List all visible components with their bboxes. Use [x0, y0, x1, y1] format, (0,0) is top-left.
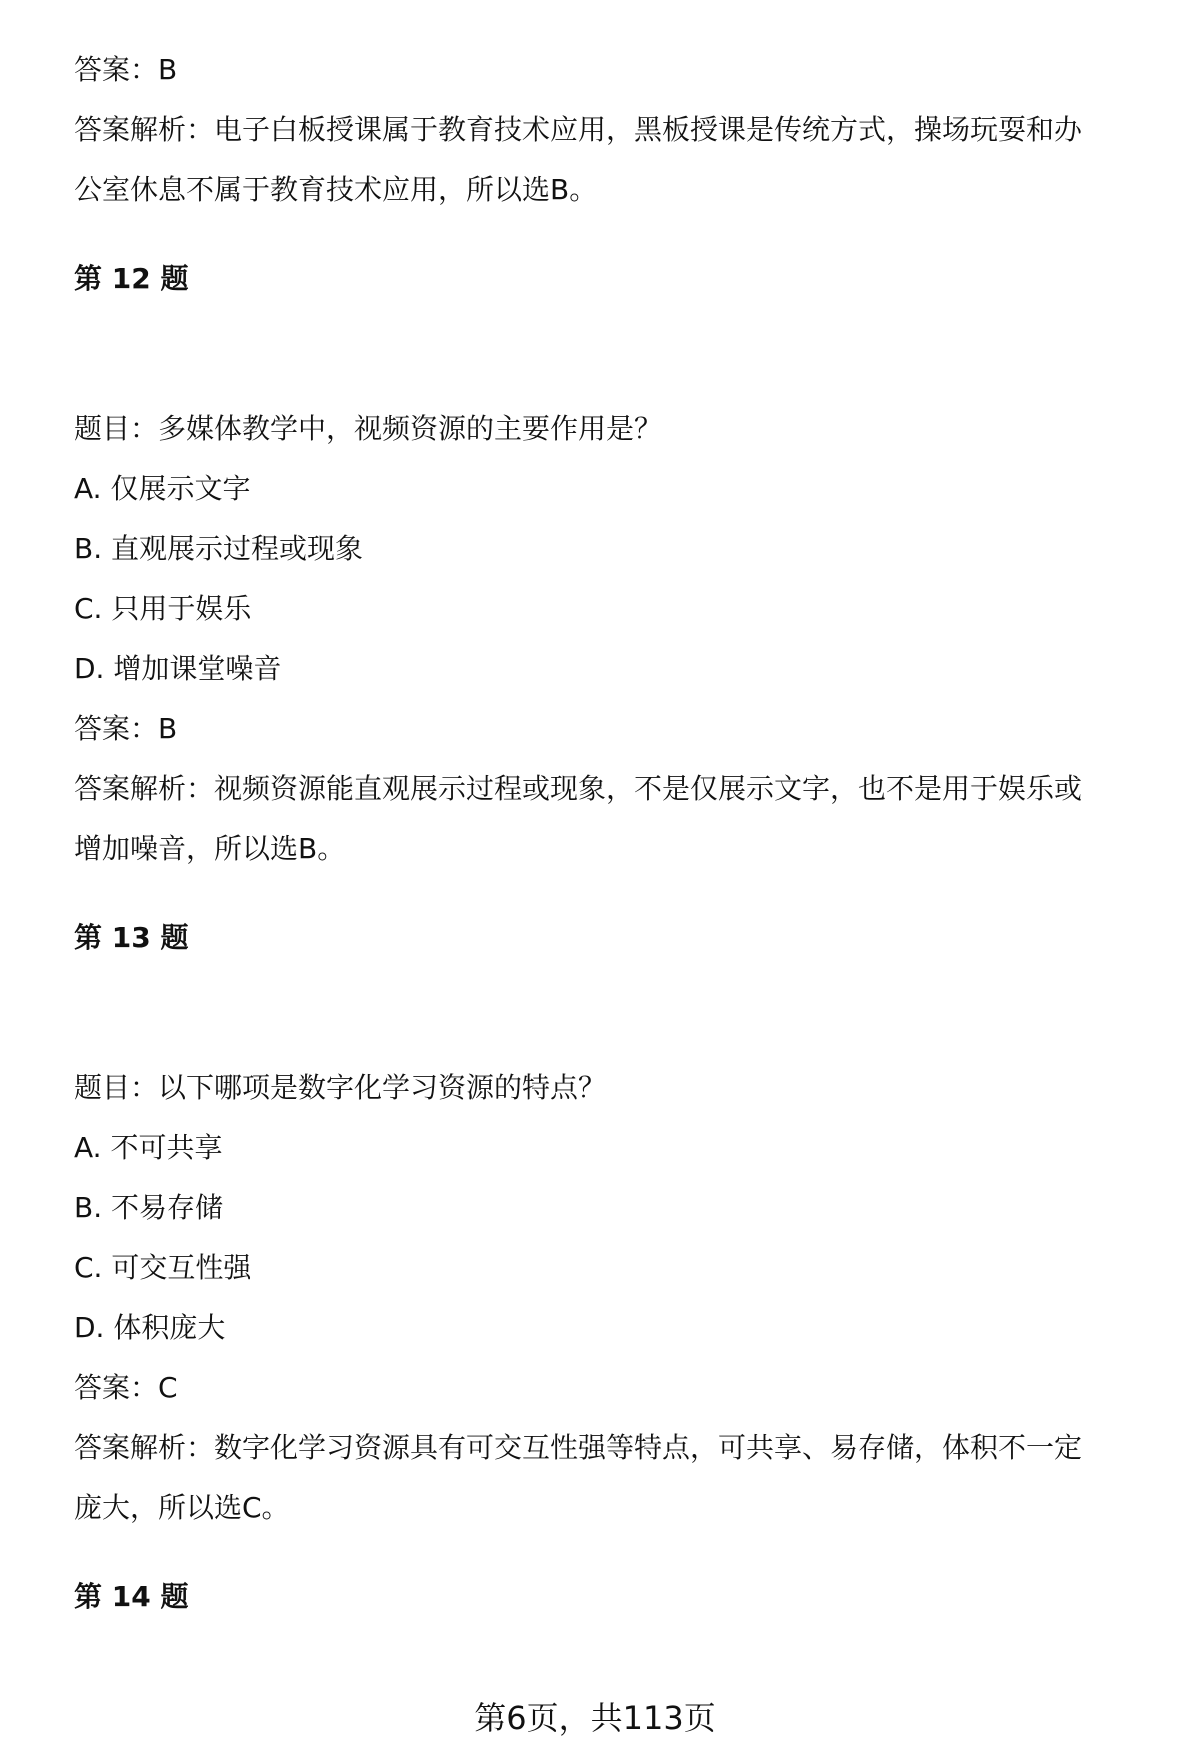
q13-option-b: B. 不易存储: [74, 1191, 224, 1224]
q13-option-a: A. 不可共享: [74, 1131, 223, 1164]
q11-explanation-line2: 公室休息不属于教育技术应用，所以选B。: [74, 173, 598, 206]
q12-question: 题目：多媒体教学中，视频资源的主要作用是？: [74, 412, 663, 445]
page-number: 第6页，共113页: [474, 1699, 716, 1737]
q12-explanation-line2: 增加噪音，所以选B。: [74, 832, 346, 865]
q12-option-d: D. 增加课堂噪音: [74, 652, 282, 685]
q12-explanation-line1: 答案解析：视频资源能直观展示过程或现象，不是仅展示文字，也不是用于娱乐或: [74, 772, 1083, 805]
q13-heading: 第 13 题: [74, 921, 189, 954]
q12-heading: 第 12 题: [74, 262, 189, 295]
q12-answer: 答案：B: [74, 712, 178, 745]
q13-option-d: D. 体积庞大: [74, 1311, 226, 1344]
q13-answer: 答案：C: [74, 1371, 178, 1404]
q13-question: 题目：以下哪项是数字化学习资源的特点？: [74, 1071, 607, 1104]
q11-explanation-line1: 答案解析：电子白板授课属于教育技术应用，黑板授课是传统方式，操场玩耍和办: [74, 113, 1083, 146]
q12-option-a: A. 仅展示文字: [74, 472, 251, 505]
q13-option-c: C. 可交互性强: [74, 1251, 252, 1284]
q11-answer: 答案：B: [74, 53, 178, 86]
q12-option-b: B. 直观展示过程或现象: [74, 532, 364, 565]
q13-explanation-line1: 答案解析：数字化学习资源具有可交互性强等特点，可共享、易存储，体积不一定: [74, 1431, 1083, 1464]
q14-heading: 第 14 题: [74, 1580, 189, 1613]
q12-option-c: C. 只用于娱乐: [74, 592, 252, 625]
q13-explanation-line2: 庞大，所以选C。: [74, 1491, 290, 1524]
